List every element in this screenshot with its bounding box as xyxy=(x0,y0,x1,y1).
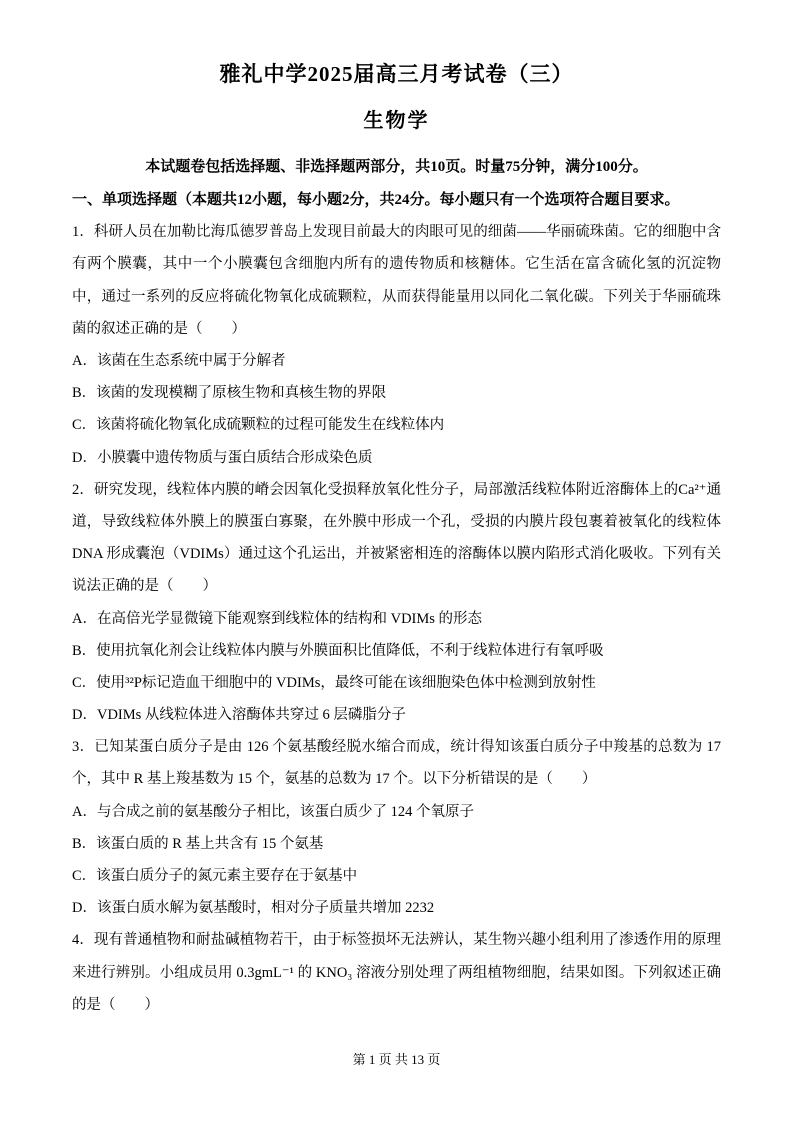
page-number-footer: 第 1 页 共 13 页 xyxy=(352,1052,441,1067)
question-3-option-b: B．该蛋白质的 R 基上共含有 15 个氨基 xyxy=(72,835,324,852)
question-4-stem: 4．现有普通植物和耐盐碱植物若干，由于标签损坏无法辨认，某生物兴趣小组利用了渗透作用的原理来进行辨别。小组成员用 0.3gmL⁻¹ 的 KNO₃ 溶液分别处理了两组植物细胞，结果如图。下列叙述正确的是（ ） xyxy=(72,932,721,1013)
question-1-option-c: C．该菌将硫化物氧化成硫颗粒的过程可能发生在线粒体内 xyxy=(72,417,445,434)
question-2-option-b: B．使用抗氧化剂会让线粒体内膜与外膜面积比值降低，不利于线粒体进行有氧呼吸 xyxy=(72,642,604,659)
question-1-option-d: D．小膜囊中遗传物质与蛋白质结合形成染色质 xyxy=(72,449,373,466)
question-2-option-c: C．使用³²P标记造血干细胞中的 VDIMs，最终可能在该细胞染色体中检测到放射性 xyxy=(72,674,596,691)
question-2-stem: 2．研究发现，线粒体内膜的嵴会因氧化受损释放氧化性分子，局部激活线粒体附近溶酶体上的Ca²⁺通道，导致线粒体外膜上的膜蛋白寡聚，在外膜中形成一个孔，受损的内膜片段包裹着被氧化的线粒体 DNA 形成囊泡（VDIMs）通过这个孔运出，并被紧密相连的溶酶体以膜内陷形式消化吸收。下列有关说法正确的是（ ） xyxy=(72,481,721,595)
section-heading: 一、单项选择题（本题共12小题，每小题2分，共24分。每小题只有一个选项符合题目要求。 xyxy=(72,192,680,208)
question-2 xyxy=(72,474,721,732)
question-2-option-d: D．VDIMs 从线粒体进入溶酶体共穿过 6 层磷脂分子 xyxy=(72,707,406,724)
question-3-stem: 3．已知某蛋白质分子是由 126 个氨基酸经脱水缩合而成，统计得知该蛋白质分子中羧基的总数为 17 个，其中 R 基上羧基数为 15 个，氨基的总数为 17 个。以下分析错误的是（ ） xyxy=(72,739,721,788)
question-3-option-d: D．该蛋白质水解为氨基酸时，相对分子质量共增加 2232 xyxy=(72,900,435,917)
question-4 xyxy=(72,924,721,1021)
question-3-option-c: C．该蛋白质分子的氮元素主要存在于氨基中 xyxy=(72,868,358,884)
subject-title: 生物学 xyxy=(363,110,430,132)
question-2-option-a: A．在高倍光学显微镜下能观察到线粒体的结构和 VDIMs 的形态 xyxy=(72,610,483,627)
exam-instructions: 本试题卷包括选择题、非选择题两部分，共10页。时量75分钟，满分100分。 xyxy=(145,159,648,175)
question-1 xyxy=(72,216,721,474)
page-title: 雅礼中学2025届高三月考试卷（三） xyxy=(219,62,574,86)
question-1-option-b: B．该菌的发现模糊了原核生物和真核生物的界限 xyxy=(72,385,387,402)
question-1-option-a: A．该菌在生态系统中属于分解者 xyxy=(72,353,286,369)
question-3 xyxy=(72,731,721,924)
question-1-stem: 1．科研人员在加勒比海瓜德罗普岛上发现目前最大的肉眼可见的细菌——华丽硫珠菌。它的细胞中含有两个膜囊，其中一个小膜囊包含细胞内所有的遗传物质和核糖体。它生活在富含硫化氢的沉淀物中，通过一系列的反应将硫化物氧化成硫颗粒，从而获得能量用以同化二氧化碳。下列关于华丽硫珠菌的叙述正确的是（ ） xyxy=(72,224,721,337)
question-3-option-a: A．与合成之前的氨基酸分子相比，该蛋白质少了 124 个氧原子 xyxy=(72,803,474,820)
